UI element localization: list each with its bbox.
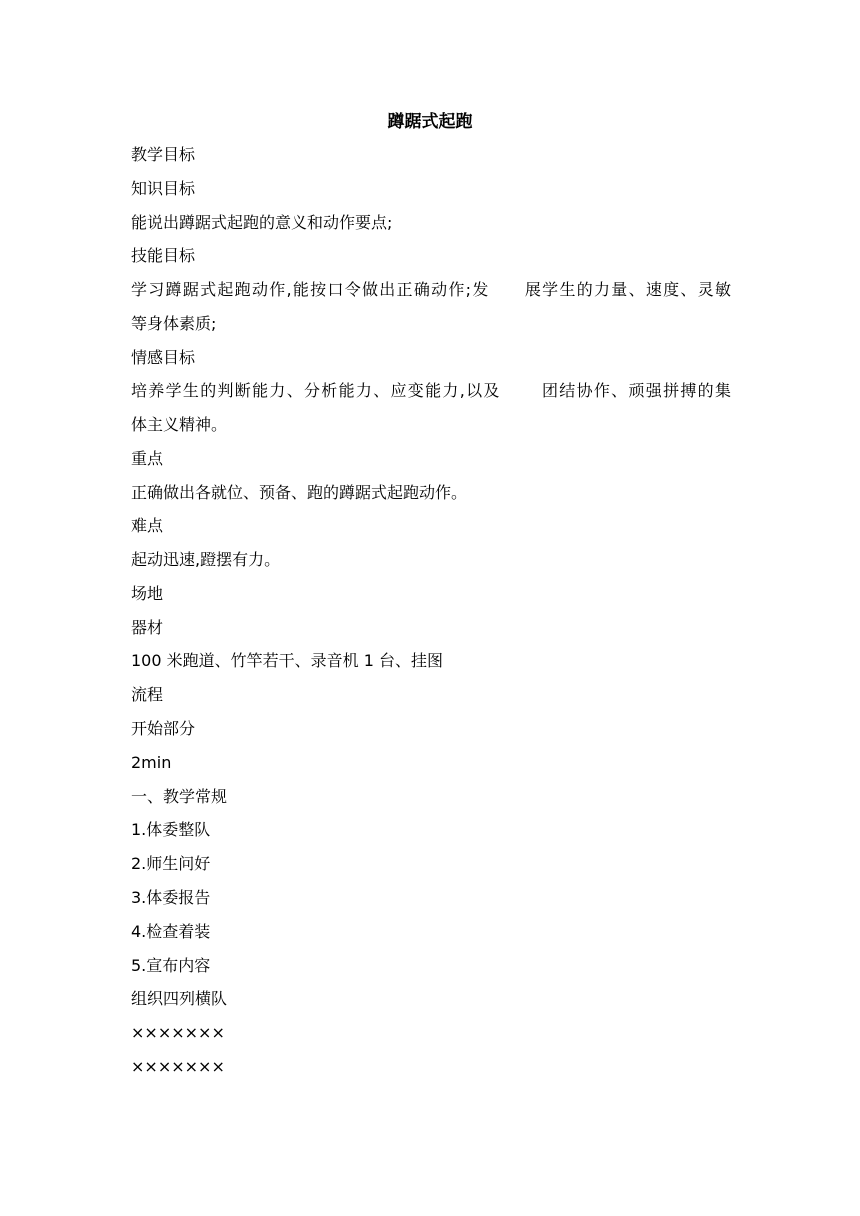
list-item-3: 3.体委报告	[131, 888, 211, 907]
heading-teaching-routine: 一、教学常规	[131, 787, 228, 806]
heading-emotion-objectives: 情感目标	[131, 348, 196, 367]
heading-key-point: 重点	[131, 449, 164, 468]
list-item-5: 5.宣布内容	[131, 956, 211, 975]
heading-venue: 场地	[131, 584, 164, 603]
paragraph-equipment: 100 米跑道、竹竿若干、录音机 1 台、挂图	[131, 651, 443, 670]
heading-process: 流程	[131, 685, 164, 704]
heading-skill-objectives: 技能目标	[131, 246, 196, 265]
paragraph-emotion-part1: 培养学生的判断能力、分析能力、应变能力,以及	[131, 381, 501, 400]
list-item-4: 4.检查着装	[131, 922, 211, 941]
duration-text: 2min	[131, 753, 172, 772]
list-item-1: 1.体委整队	[131, 820, 211, 839]
formation-row-1: ×××××××	[131, 1023, 225, 1042]
paragraph-organization: 组织四列横队	[131, 989, 228, 1008]
paragraph-emotion-line2: 体主义精神。	[131, 415, 228, 434]
document-title: 蹲踞式起跑	[387, 112, 473, 132]
list-item-2: 2.师生问好	[131, 854, 211, 873]
heading-opening-part: 开始部分	[131, 719, 196, 738]
heading-teaching-objectives: 教学目标	[131, 145, 196, 164]
paragraph-knowledge: 能说出蹲踞式起跑的意义和动作要点;	[131, 213, 393, 232]
paragraph-skill-part1: 学习蹲踞式起跑动作,能按口令做出正确动作;发	[131, 280, 490, 299]
paragraph-skill-line2: 等身体素质;	[131, 314, 217, 333]
paragraph-emotion-line1	[131, 380, 731, 402]
paragraph-difficulty: 起动迅速,蹬摆有力。	[131, 550, 281, 569]
paragraph-skill-part2: 展学生的力量、速度、灵敏	[523, 280, 731, 299]
paragraph-skill-line1	[131, 279, 731, 301]
formation-row-2: ×××××××	[131, 1057, 225, 1076]
heading-knowledge-objectives: 知识目标	[131, 179, 196, 198]
paragraph-key-point: 正确做出各就位、预备、跑的蹲踞式起跑动作。	[131, 483, 468, 502]
paragraph-emotion-part2: 团结协作、顽强拼搏的集	[540, 381, 731, 400]
heading-difficulty: 难点	[131, 516, 164, 535]
heading-equipment: 器材	[131, 618, 164, 637]
